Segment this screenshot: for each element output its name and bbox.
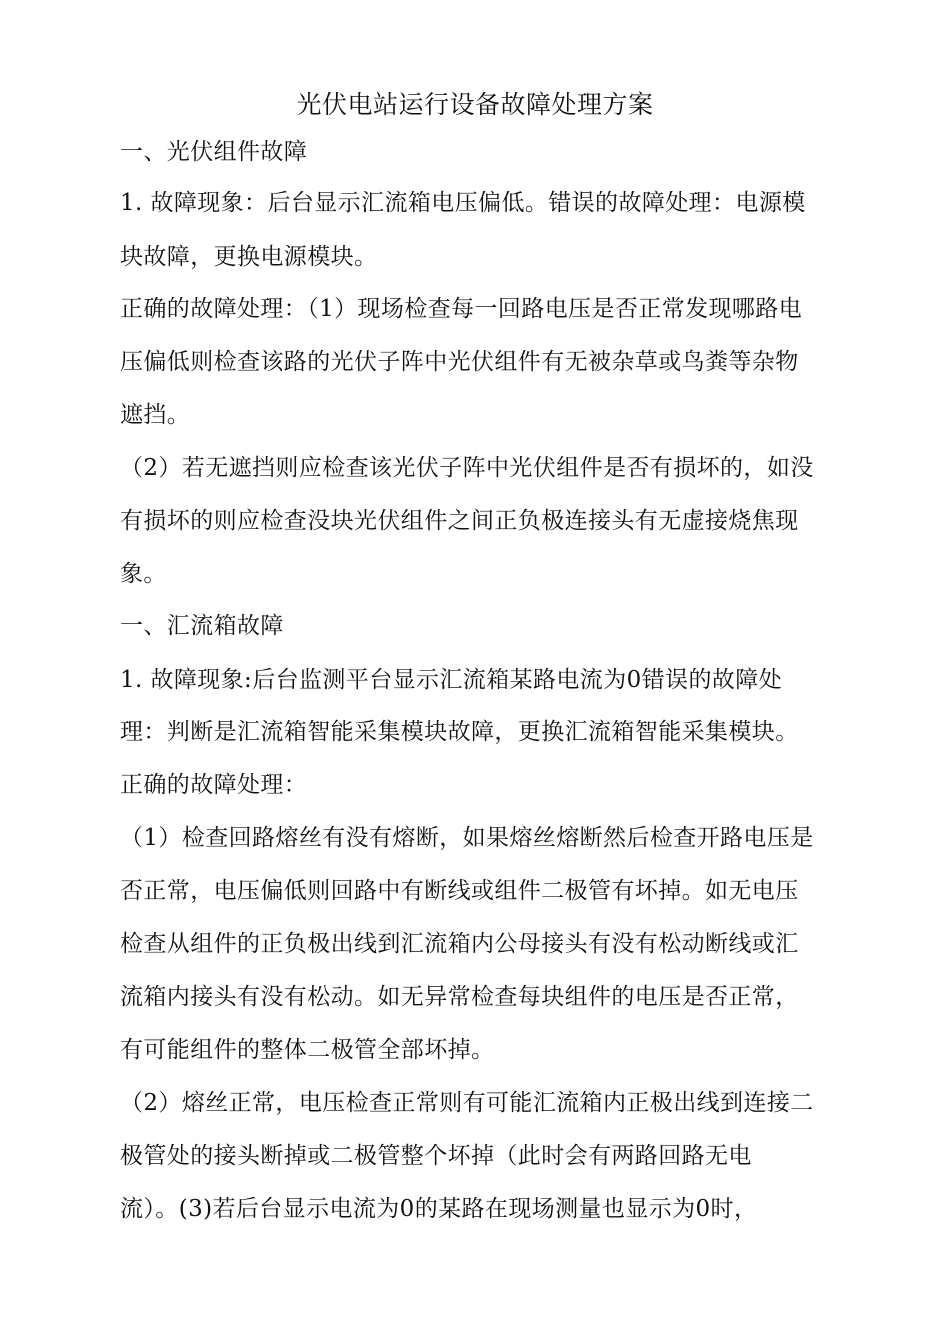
body-line: 有可能组件的整体二极管全部坏掉。 xyxy=(120,1037,495,1063)
section-heading-combiner-box: 一、汇流箱故障 xyxy=(120,613,284,639)
body-line: 理：判断是汇流箱智能采集模块故障，更换汇流箱智能采集模块。 xyxy=(120,719,799,745)
body-line: 检查从组件的正负极出线到汇流箱内公母接头有没有松动断线或汇 xyxy=(120,931,799,957)
body-line: （1）检查回路熔丝有没有熔断，如果熔丝熔断然后检查开路电压是 xyxy=(120,825,814,851)
body-line: 块故障，更换电源模块。 xyxy=(120,244,378,270)
body-line: （2）熔丝正常，电压检查正常则有可能汇流箱内正极出线到连接二 xyxy=(120,1090,814,1116)
body-line: 遮挡。 xyxy=(120,402,191,428)
body-line: 否正常，电压偏低则回路中有断线或组件二极管有坏掉。如无电压 xyxy=(120,878,799,904)
body-line: 正确的故障处理：（1）现场检查每一回路电压是否正常发现哪路电 xyxy=(120,296,803,322)
body-line: 压偏低则检查该路的光伏子阵中光伏组件有无被杂草或鸟粪等杂物 xyxy=(120,349,799,375)
body-line: 正确的故障处理： xyxy=(120,772,308,798)
body-line: 1. 故障现象：后台显示汇流箱电压偏低。错误的故障处理：电源模 xyxy=(120,190,806,216)
body-line: 流箱内接头有没有松动。如无异常检查每块组件的电压是否正常， xyxy=(120,984,799,1010)
document-title: 光伏电站运行设备故障处理方案 xyxy=(296,90,654,119)
section-heading-pv-module: 一、光伏组件故障 xyxy=(120,139,308,165)
body-line: 流）。(3)若后台显示电流为0的某路在现场测量也显示为0时， xyxy=(120,1196,758,1222)
body-line: 极管处的接头断掉或二极管整个坏掉（此时会有两路回路无电 xyxy=(120,1143,752,1169)
body-line: 象。 xyxy=(120,561,167,587)
body-line: （2）若无遮挡则应检查该光伏子阵中光伏组件是否有损坏的，如没 xyxy=(120,455,814,481)
body-line: 1. 故障现象:后台监测平台显示汇流箱某路电流为0错误的故障处 xyxy=(120,667,783,693)
body-line: 有损坏的则应检查没块光伏组件之间正负极连接头有无虚接烧焦现 xyxy=(120,508,799,534)
